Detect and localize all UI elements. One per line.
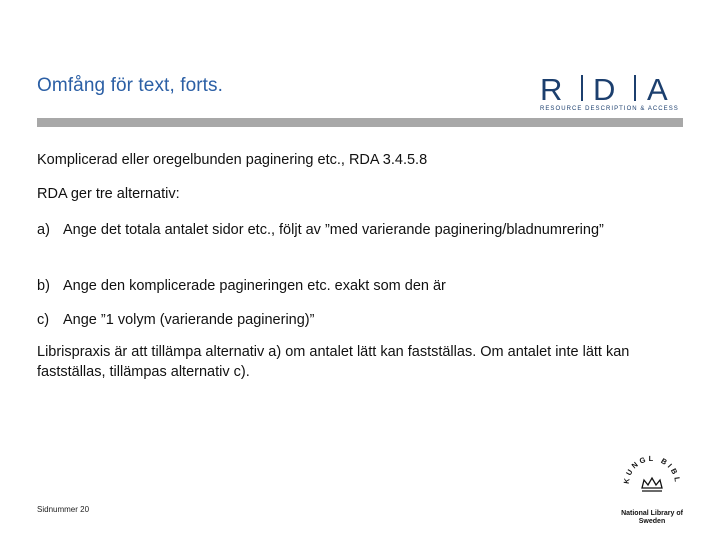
kb-logo-caption: National Library of Sweden [621,510,683,525]
rda-logo [540,70,682,114]
content-intro: RDA ger tre alternativ: [37,186,180,202]
list-marker: b) [37,278,50,294]
content-heading: Komplicerad eller oregelbunden paginering etc., RDA 3.4.5.8 [37,152,428,168]
list-marker: c) [37,312,50,328]
rda-logo-letter-a: A [647,72,668,107]
slide-title: Omfång för text, forts. [37,75,224,96]
crown-icon [642,478,662,491]
rda-logo-tagline: RESOURCE DESCRIPTION & ACCESS [540,106,679,112]
title-rule [37,118,683,127]
rda-logo-letter-d: D [593,72,616,107]
list-item-text: Ange den komplicerade pagineringen etc. exakt som den är [63,278,446,294]
list-marker: a) [37,222,50,238]
page-number: Sidnummer 20 [37,505,90,514]
list-item-text: Ange ”1 volym (varierande paginering)” [63,312,315,328]
practice-note: Librispraxis är att tillämpa alternativ a) om antalet lätt kan fastställas. Om antalet inte lätt kan fastställas, tillämpas alternativ c). [37,344,630,380]
list-item-text: Ange det totala antalet sidor etc., följt av ”med varierande paginering/bladnumrering” [63,222,604,238]
kb-logo-ring-text: KUNGL BIBL [621,453,683,485]
rda-logo-letter-r: R [540,72,564,107]
